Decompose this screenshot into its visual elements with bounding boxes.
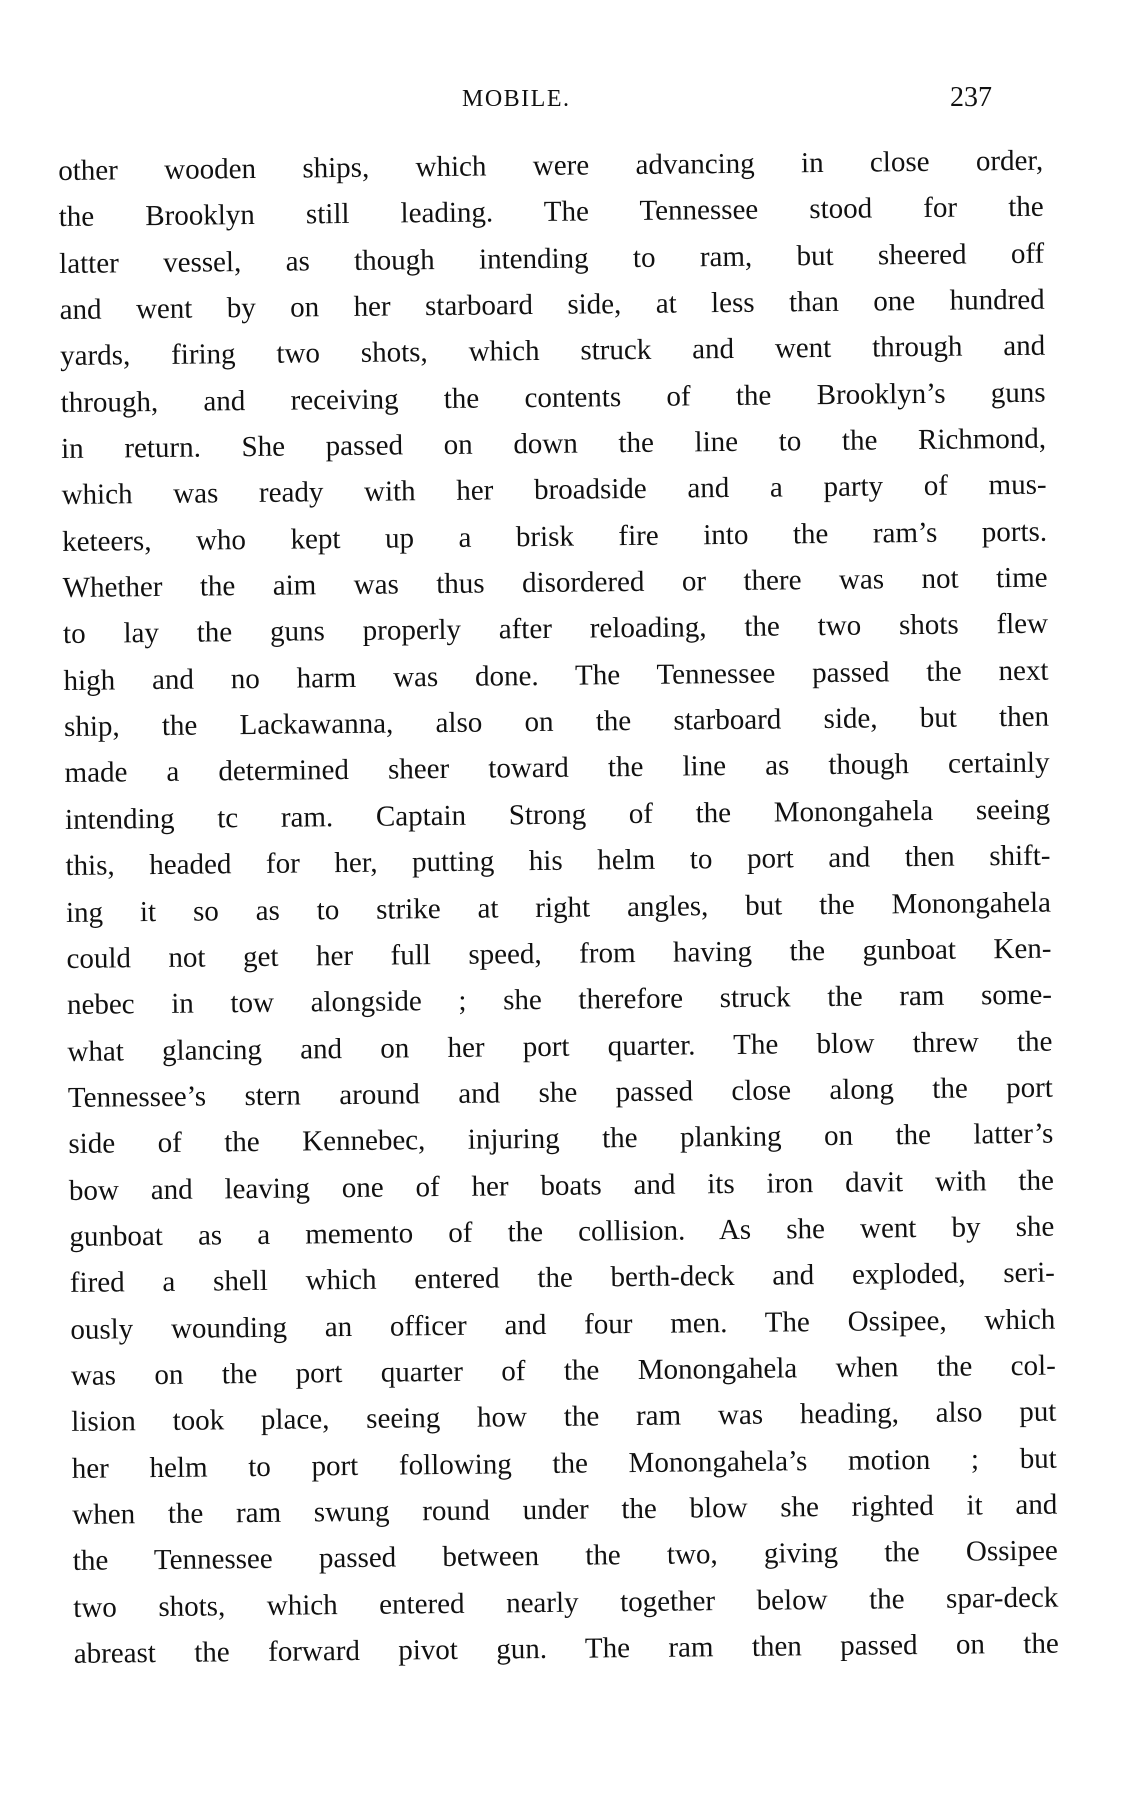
text-line: intending tc ram. Captain Strong of the Monongahela seeing [64, 793, 1051, 836]
text-line: fired a shell which entered the berth-deck and exploded, seri- [69, 1256, 1056, 1300]
text-line: was on the port quarter of the Monongahela when the col- [70, 1349, 1056, 1392]
text-line: to lay the guns properly after reloading, the two shots flew [62, 608, 1049, 651]
running-head [0, 82, 1127, 126]
text-line: this, headed for her, putting his helm to port and then shift- [65, 839, 1051, 883]
text-line: nebec in tow alongside ; she therefore struck the ram some- [66, 978, 1053, 1022]
chapter-title: MOBILE. [462, 86, 571, 112]
text-line: could not get her full speed, from having the gunboat Ken- [66, 932, 1052, 975]
text-line: high and no harm was done. The Tennessee passed the next [63, 654, 1049, 697]
text-line: bow and leaving one of her boats and its iron davit with the [68, 1164, 1055, 1207]
text-line: side of the Kennebec, injuring the planking on the latter’s [68, 1117, 1054, 1161]
text-line: Whether the aim was thus disordered or there was not time [62, 561, 1048, 605]
text-line: the Brooklyn still leading. The Tennessee stood for the [58, 191, 1044, 234]
text-line: keteers, who kept up a brisk fire into the ram’s ports. [61, 515, 1048, 558]
text-line: ing it so as to strike at right angles, but the Monongahela [65, 886, 1052, 929]
text-line: lision took place, seeing how the ram was heading, also put [71, 1395, 1057, 1439]
text-line: latter vessel, as though intending to ram, but sheered off [59, 237, 1045, 280]
text-line: gunboat as a memento of the collision. As she went by she [69, 1210, 1055, 1253]
page-number: 237 [950, 82, 992, 113]
text-line: when the ram swung round under the blow she righted it and [72, 1488, 1058, 1531]
text-line: Tennessee’s stern around and she passed close along the port [67, 1071, 1054, 1114]
text-line: and went by on her starboard side, at less than one hundred [59, 283, 1045, 327]
text-line: in return. She passed on down the line to the Richmond, [60, 422, 1047, 466]
body-text [58, 138, 1059, 1678]
text-line: yards, firing two shots, which struck and went through and [60, 330, 1046, 373]
text-line: ously wounding an officer and four men. The Ossipee, which [70, 1303, 1056, 1346]
text-line: ship, the Lackawanna, also on the starboard side, but then [63, 700, 1050, 744]
text-line: abreast the forward pivot gun. The ram then passed on the [73, 1627, 1059, 1670]
text-line: through, and receiving the contents of the Brooklyn’s guns [60, 376, 1046, 419]
text-line: the Tennessee passed between the two, giving the Ossipee [72, 1534, 1058, 1578]
text-line: what glancing and on her port quarter. The blow threw the [67, 1025, 1053, 1068]
text-line: made a determined sheer toward the line as though certainly [64, 747, 1050, 790]
text-line: her helm to port following the Monongahela’s motion ; but [71, 1442, 1057, 1485]
text-line: other wooden ships, which were advancing in close order, [58, 144, 1044, 187]
text-line: two shots, which entered nearly together below the spar-deck [73, 1581, 1059, 1624]
text-line: which was ready with her broadside and a party of mus- [61, 469, 1047, 512]
